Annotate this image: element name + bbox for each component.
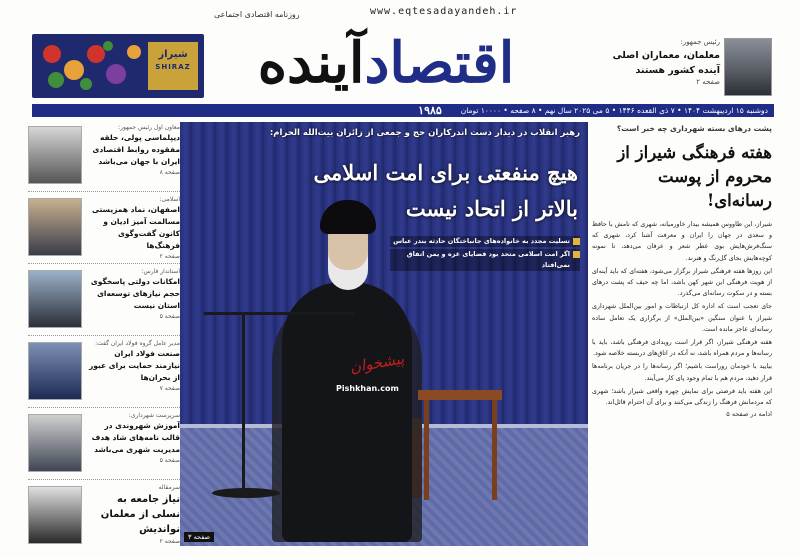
left-news-column	[28, 122, 180, 552]
microphone-arm	[204, 312, 354, 315]
left-news-item[interactable]	[28, 410, 180, 480]
editorial-paragraph: جای تعجب است که اداره کل ارتباطات و امور بین‌الملل شهرداری شیراز با عنوان سنگین «بین‌الملل» از برگزاری یک تعامل ساده رسانه‌ای عاجز مانده است.	[592, 303, 772, 333]
news-headline: نیاز جامعه به نسلی از معلمان نواندیش	[100, 494, 180, 535]
editorial-paragraph: بیایید با خودمان روراست باشیم؛ اگر رسانه‌ها را در جریان برنامه‌ها قرار دهید، مردم هم با تمام وجود پای کار می‌آیند.	[592, 363, 772, 382]
badge-text: شیراز	[158, 49, 188, 60]
news-photo	[28, 342, 82, 400]
website-url[interactable]: www.eqtesadayandeh.ir	[370, 6, 518, 17]
news-kicker: سرمقاله	[158, 484, 180, 491]
news-photo	[28, 198, 82, 256]
president-photo	[724, 38, 772, 96]
main-photo[interactable]	[180, 122, 588, 546]
news-headline: آموزش شهروندی در قالب نامه‌های شاد هدف مدیریت شهری می‌باشد	[91, 421, 180, 454]
right-editorial-column	[592, 122, 772, 552]
left-news-item[interactable]	[28, 338, 180, 408]
pishkhan-watermark-url: Pishkhan.com	[336, 384, 399, 393]
news-headline: صنعت فولاد ایران نیازمند حمایت برای عبور از بحران‌ها	[88, 349, 180, 382]
shiraz-badge	[148, 42, 198, 90]
news-kicker: مدیر عامل گروه فولاد ایران گفت:	[95, 340, 180, 347]
news-kicker: اسلامی:	[159, 196, 180, 203]
masthead	[0, 0, 800, 104]
badge-text-en: SHIRAZ	[155, 63, 191, 71]
news-page: صفحه ۵	[159, 313, 180, 320]
newspaper-subtitle: روزنامه اقتصادی اجتماعی	[214, 10, 300, 19]
date-bar: دوشنبه ۱۵ اردیبهشت ۱۴۰۴ • ۷ ذی القعده ۱۴۴۶ • ۵ می ۲۰۲۵ سال نهم • ۸ صفحه • ۱۰۰۰۰ تومان	[32, 104, 774, 117]
editorial-paragraph: هفته فرهنگی شیراز، اگر قرار است رویدادی فرهنگی باشد، باید با رسانه‌ها و مردم همراه باشد، نه آنکه در اتاق‌های دربسته خلاصه شود.	[592, 339, 772, 358]
microphone-stand	[242, 314, 245, 494]
logo-part-1: اقتصاد	[364, 30, 515, 96]
pishkhan-watermark: پیشخوان	[348, 349, 406, 377]
left-news-item[interactable]	[28, 122, 180, 192]
table-leg	[424, 400, 429, 500]
flowers-illustration	[38, 40, 142, 92]
editorial-title[interactable]: هفته فرهنگی شیراز از محروم از پوست رسانه‌ای!	[617, 143, 772, 210]
news-headline: اصفهان، نماد همزیستی مسالمت آمیز ادیان و کانون گفت‌وگوی فرهنگ‌ها	[92, 205, 180, 250]
side-table	[418, 390, 502, 400]
editorial-kicker: پشت درهای بسته شهرداری چه خبر است؟	[616, 124, 772, 133]
news-kicker: معاون اول رئیس جمهور:	[118, 124, 180, 131]
news-page: صفحه ۲	[159, 253, 180, 260]
news-kicker: سرپرست شهرداری:	[128, 412, 180, 419]
top-teaser[interactable]	[600, 38, 720, 86]
editorial-paragraph: شیراز، این طاووس همیشه بیدار خاورمیانه، شهری که نامش با حافظ و سعدی در جهان را ایران و معرفت آشنا کرد، شهری که سنگ‌فرش‌هایش بوی عطر شعر و عرفان می‌دهد، تا نمونه کوچه‌هایش بجای گل‌رنگ و هنرند.	[592, 221, 772, 262]
photo-page-ref: صفحه ۳	[184, 532, 214, 542]
microphone-base	[212, 488, 280, 498]
teaser-title: معلمان، معماران اصلی آینده کشور هستند	[612, 50, 720, 76]
news-kicker: استاندار فارس:	[141, 268, 180, 275]
left-news-item[interactable]	[28, 482, 180, 552]
issue-number: ۱۹۸۵	[418, 104, 442, 117]
news-photo	[28, 414, 82, 472]
headline-bullets	[390, 236, 580, 273]
bullet-item: اگر امت اسلامی متحد بود فضایای غزه و یمن اتفاق نمی‌افتاد	[390, 249, 580, 271]
left-news-item[interactable]	[28, 266, 180, 336]
main-headline-line-2[interactable]: بالاتر از اتحاد نیست	[405, 196, 578, 221]
left-news-item[interactable]	[28, 194, 180, 264]
news-photo	[28, 486, 82, 544]
main-headline-kicker: رهبر انقلاب در دیدار دست اندرکاران حج و جمعی از زائران بیت‌الله الحرام:	[269, 128, 580, 138]
main-headline-line-1[interactable]: هیچ منفعتی برای امت اسلامی	[313, 160, 578, 185]
table-leg	[492, 400, 497, 500]
teaser-kicker: رئیس جمهور:	[680, 38, 720, 46]
news-headline: دیپلماسی پولی، حلقه مفقوده روابط اقتصادی ایران با جهان می‌باشد	[92, 133, 180, 166]
teaser-page: صفحه ۲	[696, 78, 720, 86]
shiraz-advertisement[interactable]	[32, 34, 204, 98]
news-page: صفحه ۲	[159, 538, 180, 545]
news-page: صفحه ۸	[159, 169, 180, 176]
news-page: صفحه ۷	[159, 385, 180, 392]
logo-part-2: آینده	[257, 30, 365, 96]
news-page: صفحه ۵	[159, 457, 180, 464]
editorial-paragraph: این هفته باید فرصتی برای نمایش چهره واقعی شیراز باشد؛ شهری که مردمانش فرهنگ را زندگی می‌کنند و برای آن احترام قائل‌اند.	[592, 387, 772, 407]
speaker-body	[282, 282, 412, 542]
editorial-body	[592, 219, 772, 408]
news-photo	[28, 270, 82, 328]
news-headline: امکانات دولتی پاسخگوی حجم نیازهای توسعه‌ای استان نیست	[90, 277, 180, 310]
continued-on-page[interactable]: ادامه در صفحه ۵	[726, 410, 772, 419]
bullet-item: تسلیت مجدد به خانواده‌های جانباختگان حادثه بندر عباس	[390, 236, 580, 247]
editorial-paragraph: این روزها هفته فرهنگی شیراز برگزار می‌شود، هفته‌ای که باید آینه‌ای از هویت فرهنگی این شهر کهن باشد، اما چه حیف که پشت درهای بسته و در سکوت رسانه‌ای می‌گذرد.	[592, 267, 772, 298]
newspaper-logo	[206, 24, 566, 102]
news-photo	[28, 126, 82, 184]
